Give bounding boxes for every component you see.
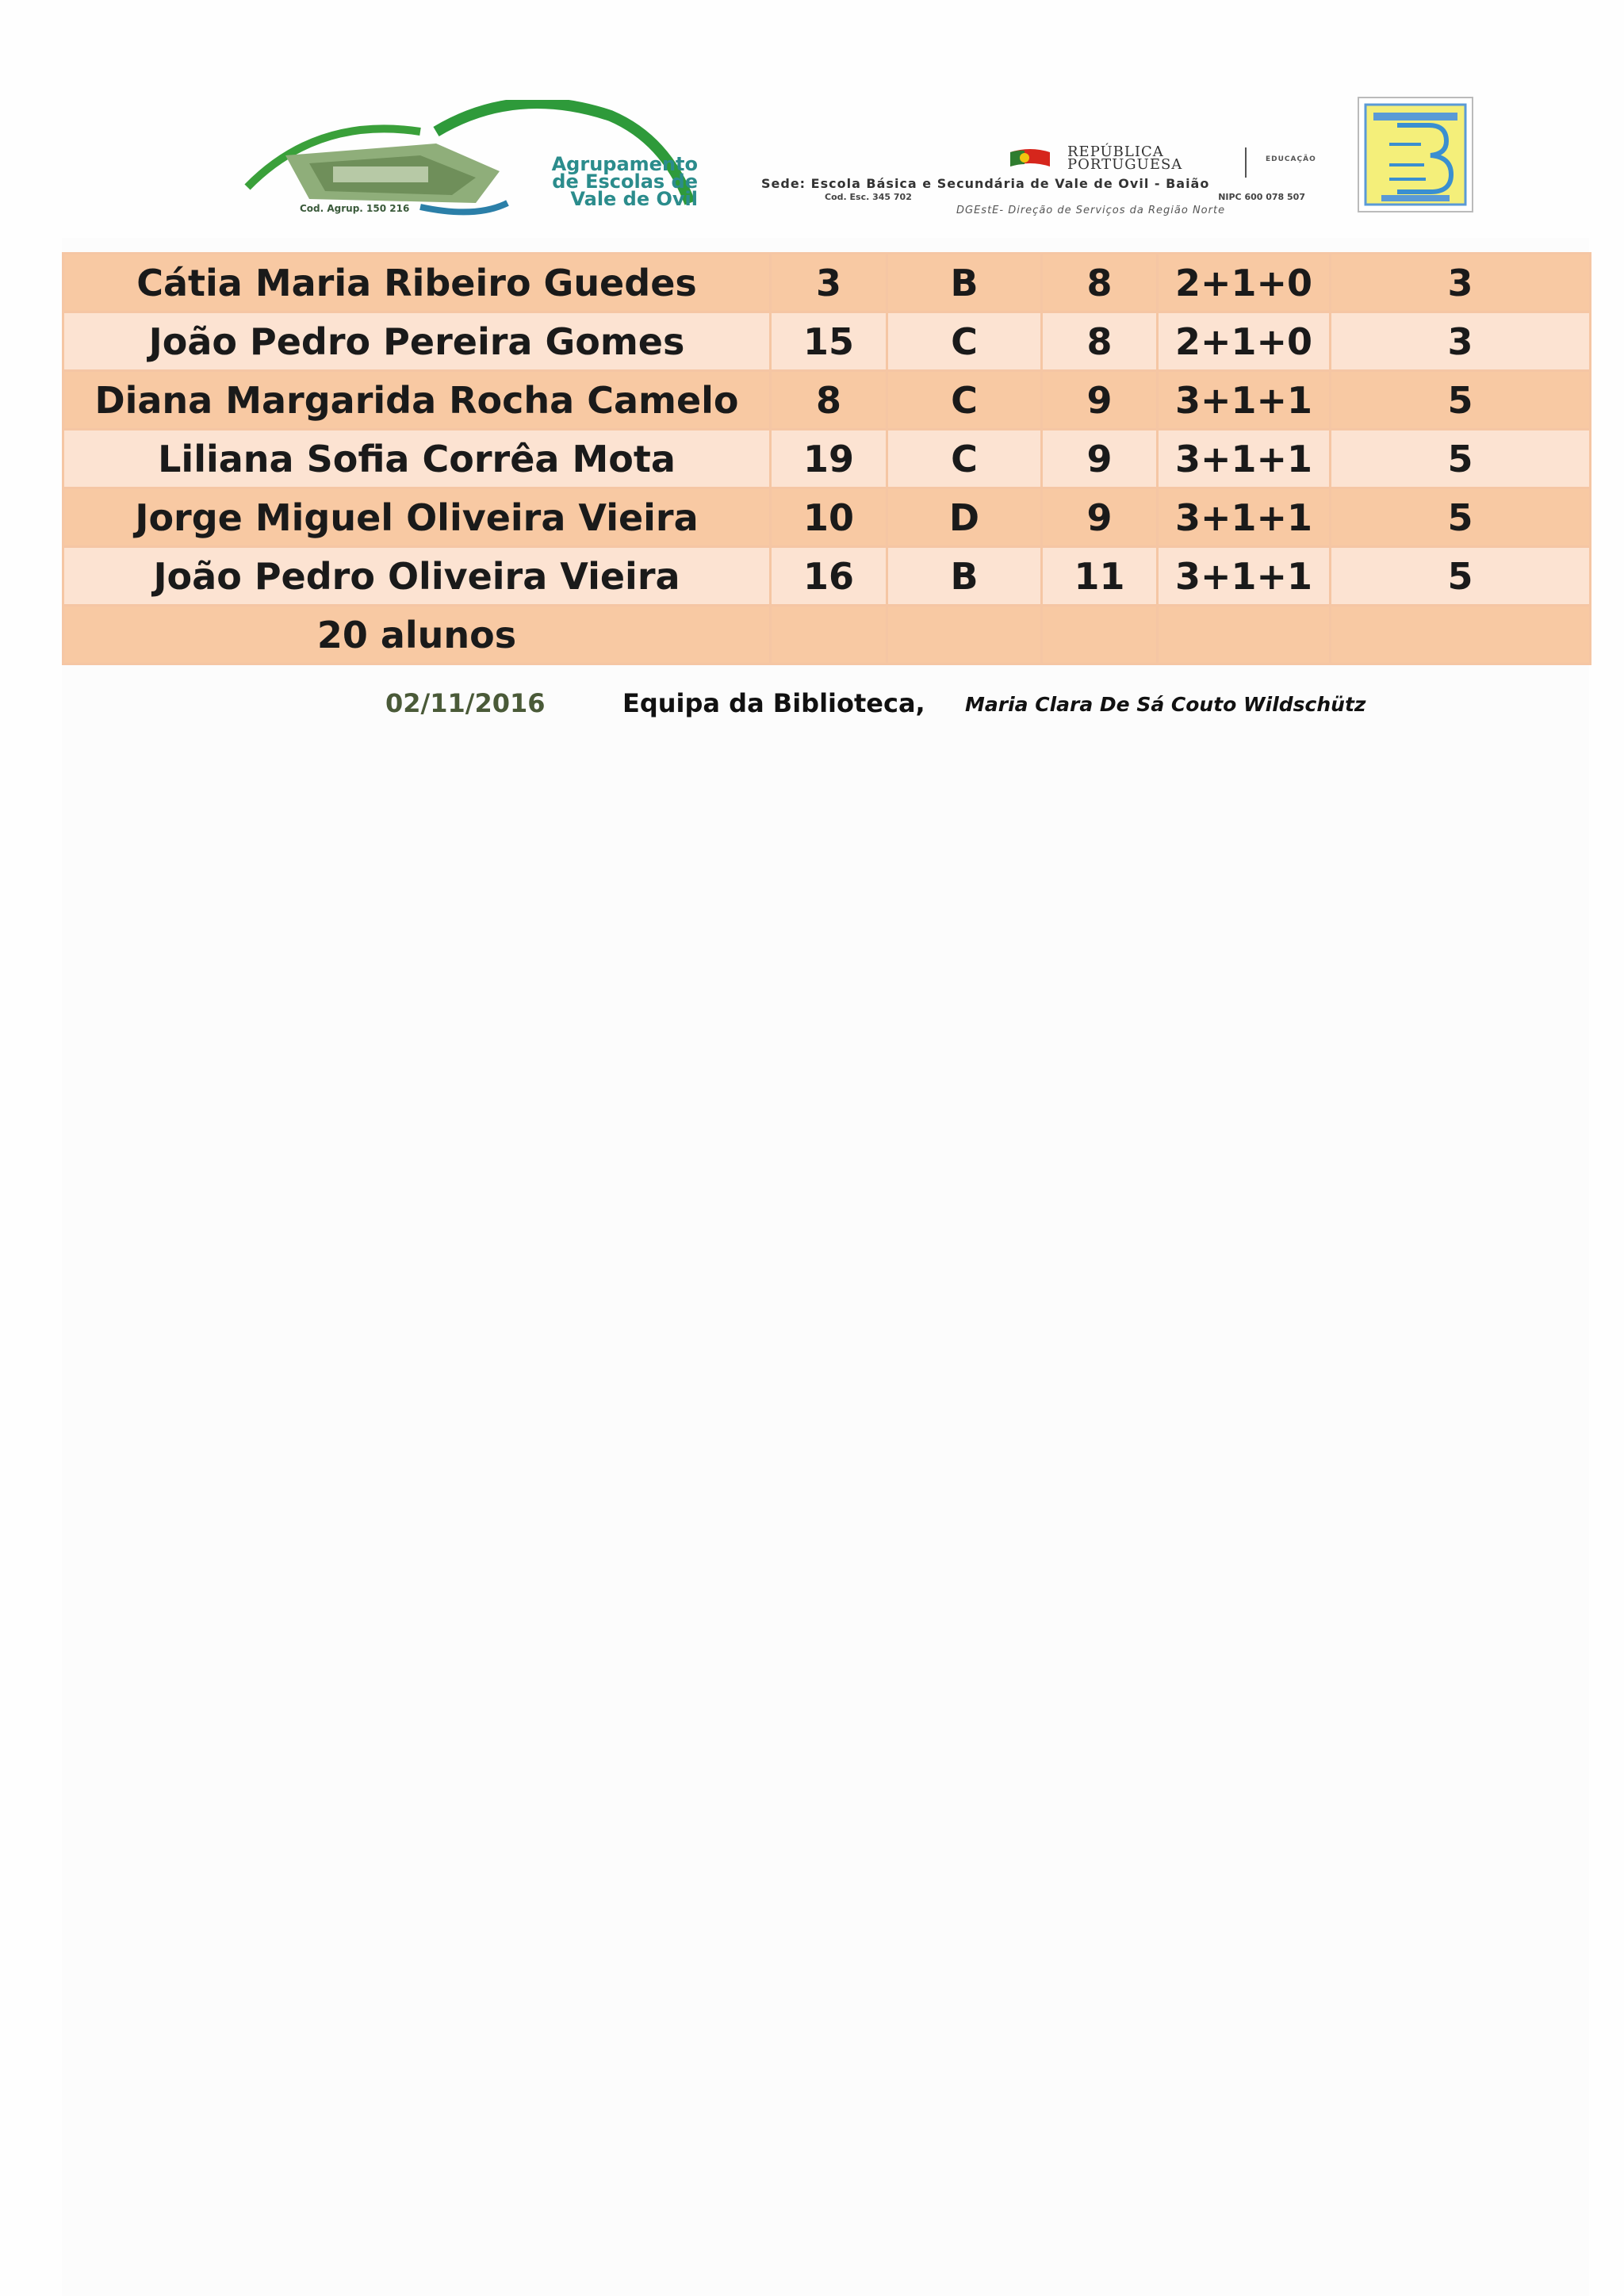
breakdown-cell: 3+1+1 [1158,547,1331,606]
student-name-cell: Diana Margarida Rocha Camelo [63,371,771,430]
breakdown-cell: 2+1+0 [1158,254,1331,312]
empty-cell [1331,606,1591,664]
footer-date: 02/11/2016 [385,688,546,718]
republica-line-2: PORTUGUESA [1067,156,1183,173]
class-cell: B [887,254,1042,312]
total-cell: 5 [1331,488,1591,547]
year-cell: 11 [1042,547,1158,606]
table-row [63,312,1591,371]
portugal-flag-icon [1009,147,1051,170]
agrupamento-line-2: de Escolas de [552,170,698,193]
number-cell: 3 [771,254,887,312]
letterhead [0,0,1624,238]
library-logo-icon [1358,97,1473,212]
sede-nipc: NIPC 600 078 507 [1218,192,1305,202]
breakdown-cell: 3+1+1 [1158,430,1331,488]
total-cell: 5 [1331,547,1591,606]
breakdown-cell: 3+1+1 [1158,371,1331,430]
table-row [63,547,1591,606]
class-cell: C [887,371,1042,430]
year-cell: 9 [1042,488,1158,547]
table-total-row [63,606,1591,664]
class-cell: C [887,312,1042,371]
table-row [63,371,1591,430]
republica-block [761,144,1332,216]
total-cell: 5 [1331,371,1591,430]
table-row [63,430,1591,488]
class-cell: C [887,430,1042,488]
total-cell: 5 [1331,430,1591,488]
republica-line-1: REPÚBLICA [1067,144,1164,160]
agrupamento-code: Cod. Agrup. 150 216 [300,203,410,214]
student-name-cell: Liliana Sofia Corrêa Mota [63,430,771,488]
student-count-cell: 20 alunos [63,606,771,664]
student-name-cell: Cátia Maria Ribeiro Guedes [63,254,771,312]
table-row [63,488,1591,547]
empty-cell [1042,606,1158,664]
number-cell: 15 [771,312,887,371]
number-cell: 19 [771,430,887,488]
agrupamento-line-1: Agrupamento [551,153,698,175]
educacao-label: EDUCAÇÃO [1266,155,1316,163]
year-cell: 9 [1042,371,1158,430]
sede-line: Sede: Escola Básica e Secundária de Vale de Ovil - Baião [761,176,1210,191]
year-cell: 8 [1042,254,1158,312]
table-row [63,254,1591,312]
number-cell: 8 [771,371,887,430]
republica-name [1067,146,1182,171]
number-cell: 10 [771,488,887,547]
class-cell: D [887,488,1042,547]
footer-team: Equipa da Biblioteca, [622,688,925,718]
number-cell: 16 [771,547,887,606]
breakdown-cell: 3+1+1 [1158,488,1331,547]
agrupamento-line-3: Vale de Ovil [570,188,698,210]
footer-signatory: Maria Clara De Sá Couto Wildschütz [965,693,1366,716]
student-name-cell: João Pedro Oliveira Vieira [63,547,771,606]
class-cell: B [887,547,1042,606]
agrupamento-name [500,155,698,208]
sede-code: Cod. Esc. 345 702 [825,192,912,202]
empty-cell [771,606,887,664]
student-name-cell: João Pedro Pereira Gomes [63,312,771,371]
empty-cell [887,606,1042,664]
student-name-cell: Jorge Miguel Oliveira Vieira [63,488,771,547]
year-cell: 9 [1042,430,1158,488]
year-cell: 8 [1042,312,1158,371]
total-cell: 3 [1331,254,1591,312]
empty-cell [1158,606,1331,664]
header-divider [1245,147,1247,178]
total-cell: 3 [1331,312,1591,371]
breakdown-cell: 2+1+0 [1158,312,1331,371]
dgeste-line: DGEstE- Direção de Serviços da Região Norte [956,205,1226,216]
student-table [62,252,1591,665]
